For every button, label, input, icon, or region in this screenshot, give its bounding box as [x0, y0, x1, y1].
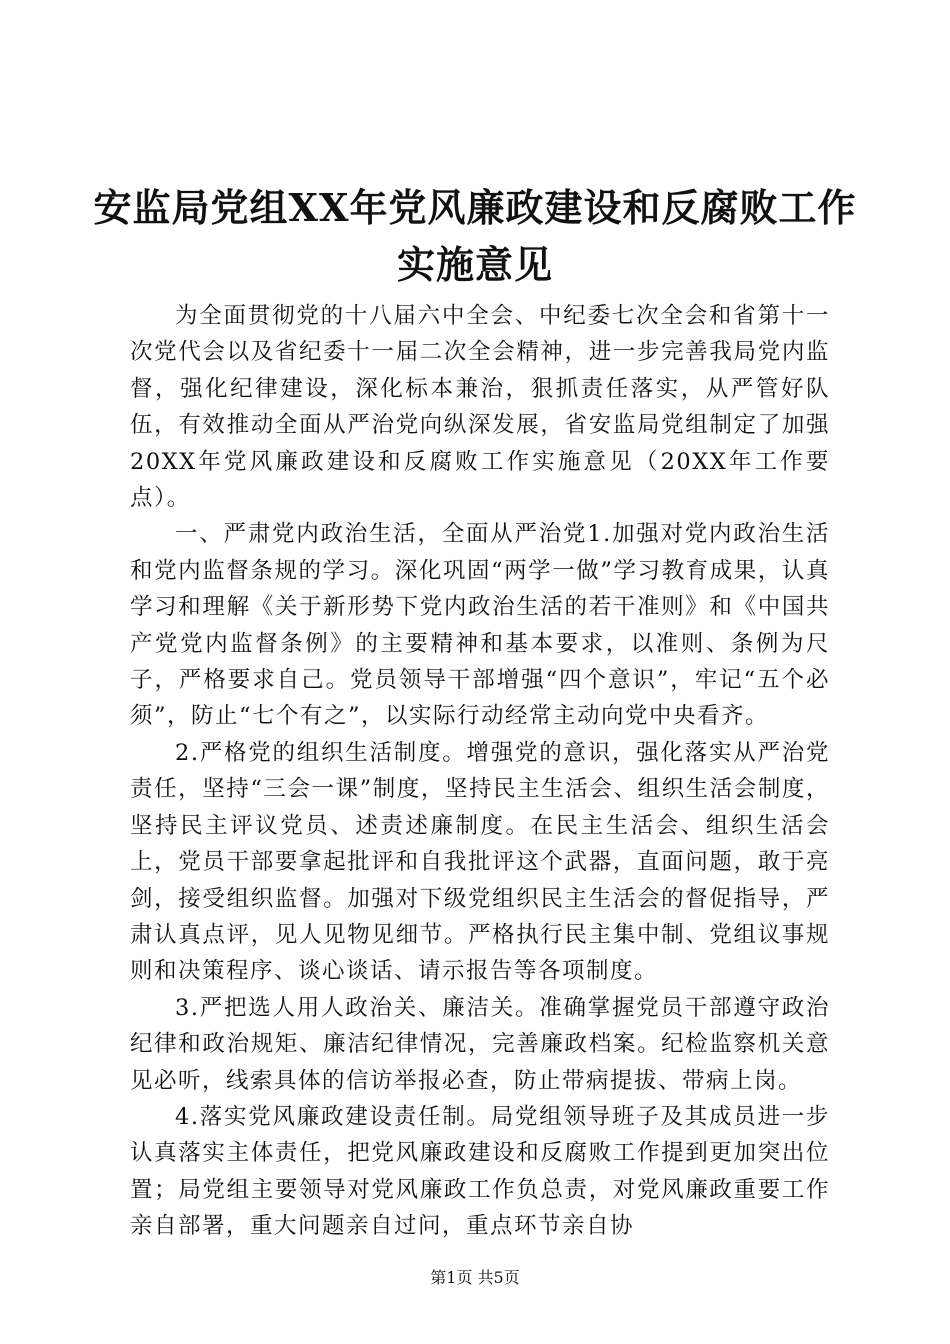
paragraph-item-2: 2.严格党的组织生活制度。增强党的意识，强化落实从严治党责任，坚持“三会一课”制度，坚持民主生活会、组织生活会制度，坚持民主评议党员、述责述廉制度。在民主生活会、组织生活会上，党员干部要拿起批评和自我批评这个武器，直面问题，敢于亮剑，接受组织监督。加强对下级党组织民主生活会的督促指导，严肃认真点评，见人见物见细节。严格执行民主集中制、党组议事规则和决策程序、谈心谈话、请示报告等各项制度。 [130, 739, 830, 985]
paragraph-section-1: 一、严肃党内政治生活，全面从严治党1.加强对党内政治生活和党内监督条规的学习。深化巩固“两学一做”学习教育成果，认真学习和理解《关于新形势下党内政治生活的若干准则》和《中国共产党党内监督条例》的主要精神和基本要求，以准则、条例为尺子，严格要求自己。党员领导干部增强“四个意识”，牢记“五个必须”，防止“七个有之”，以实际行动经常主动向党中央看齐。 [130, 521, 830, 730]
paragraph-item-3: 3.严把选人用人政治关、廉洁关。准确掌握党员干部遵守政治纪律和政治规矩、廉洁纪律情况，完善廉政档案。纪检监察机关意见必听，线索具体的信访举报必查，防止带病提拔、带病上岗。 [130, 994, 830, 1094]
document-title-line2: 实施意见 [396, 242, 553, 287]
document-body [130, 298, 830, 1245]
document-title-line1: 安监局党组XX年党风廉政建设和反腐败工作 [93, 185, 857, 230]
page-number-footer: 第1页 共5页 [430, 1268, 520, 1287]
paragraph-intro: 为全面贯彻党的十八届六中全会、中纪委七次全会和省第十一次党代会以及省纪委十一届二次全会精神，进一步完善我局党内监督，强化纪律建设，深化标本兼治，狠抓责任落实，从严管好队伍，有效推动全面从严治党向纵深发展，省安监局党组制定了加强20XX年党风廉政建设和反腐败工作实施意见（20XX年工作要点）。 [130, 303, 830, 512]
paragraph-item-4: 4.落实党风廉政建设责任制。局党组领导班子及其成员进一步认真落实主体责任，把党风廉政建设和反腐败工作提到更加突出位置；局党组主要领导对党风廉政工作负总责，对党风廉政重要工作亲自部署，重大问题亲自过问，重点环节亲自协 [130, 1103, 830, 1240]
